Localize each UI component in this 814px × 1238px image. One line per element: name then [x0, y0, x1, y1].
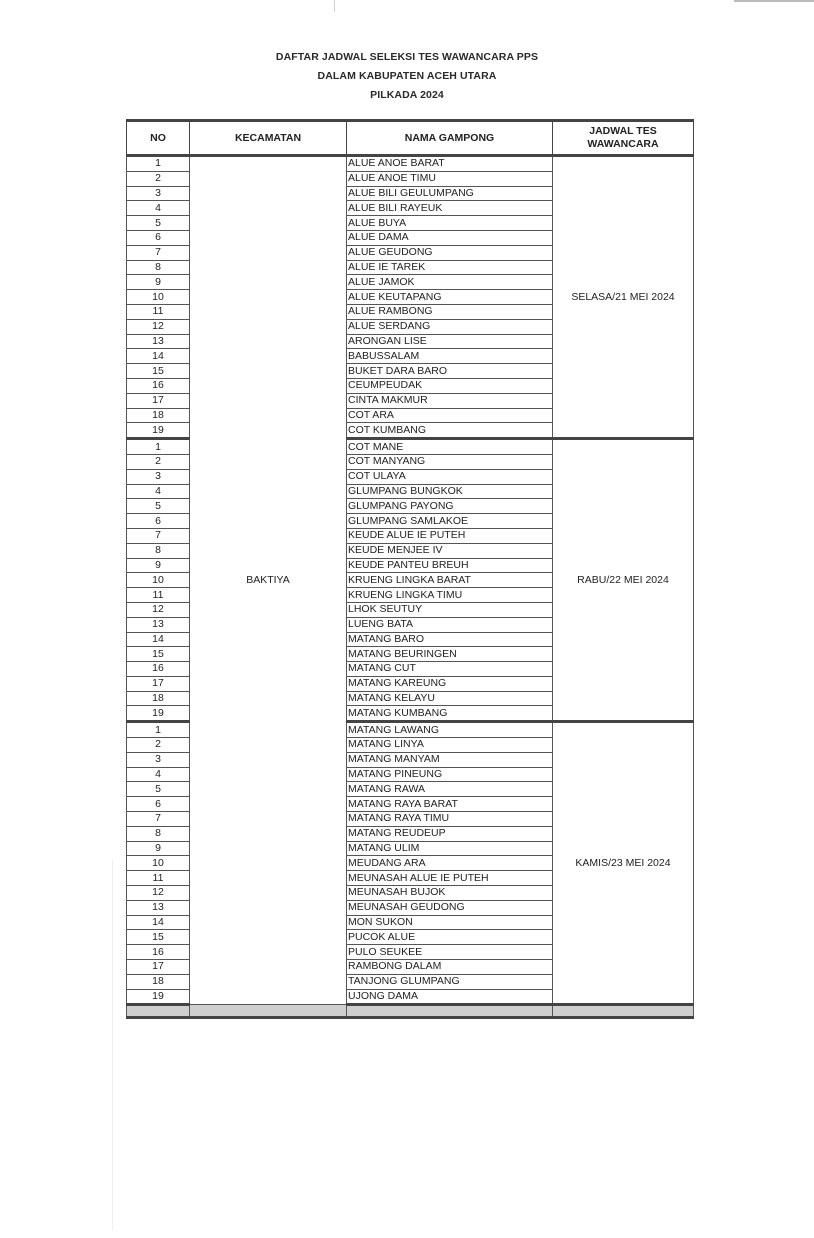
schedule-body [127, 156, 694, 1018]
gampong-name: MATANG RAWA [347, 782, 553, 797]
gampong-name: MATANG KELAYU [347, 691, 553, 706]
gampong-name: ARONGAN LISE [347, 334, 553, 349]
gampong-name: ALUE BILI GEULUMPANG [347, 186, 553, 201]
row-number: 14 [127, 632, 190, 647]
gampong-name: UJONG DAMA [347, 989, 553, 1005]
gampong-name: GLUMPANG SAMLAKOE [347, 514, 553, 529]
row-number: 19 [127, 989, 190, 1005]
row-number: 15 [127, 364, 190, 379]
row-number: 19 [127, 706, 190, 722]
row-number: 15 [127, 930, 190, 945]
row-number: 14 [127, 915, 190, 930]
gampong-name: BUKET DARA BARO [347, 364, 553, 379]
gampong-name: MATANG MANYAM [347, 752, 553, 767]
gampong-name: MATANG ULIM [347, 841, 553, 856]
title-line-1: DAFTAR JADWAL SELEKSI TES WAWANCARA PPS [275, 51, 539, 63]
gampong-name: MEUNASAH ALUE IE PUTEH [347, 871, 553, 886]
schedule-table [126, 119, 694, 1019]
row-number: 12 [127, 602, 190, 617]
row-number: 13 [127, 900, 190, 915]
row-number: 5 [127, 782, 190, 797]
header-nama-gampong: NAMA GAMPONG [347, 121, 553, 156]
gampong-name: MATANG BARO [347, 632, 553, 647]
row-number: 7 [127, 245, 190, 260]
gampong-name: KRUENG LINGKA BARAT [347, 573, 553, 588]
gampong-name: MATANG REUDEUP [347, 826, 553, 841]
row-number: 9 [127, 558, 190, 573]
table-header-row [127, 121, 694, 156]
row-number: 4 [127, 767, 190, 782]
row-number: 17 [127, 393, 190, 408]
gampong-name: MEUNASAH BUJOK [347, 886, 553, 901]
gampong-name: MATANG KUMBANG [347, 706, 553, 722]
row-number: 7 [127, 812, 190, 827]
gampong-name: MON SUKON [347, 915, 553, 930]
row-number: 12 [127, 319, 190, 334]
header-kecamatan: KECAMATAN [190, 121, 347, 156]
gampong-name: MATANG LAWANG [347, 722, 553, 738]
gampong-name: ALUE BILI RAYEUK [347, 201, 553, 216]
gampong-name: MATANG BEURINGEN [347, 647, 553, 662]
gampong-name: COT ULAYA [347, 469, 553, 484]
row-number: 10 [127, 856, 190, 871]
gampong-name: MATANG PINEUNG [347, 767, 553, 782]
row-number: 1 [127, 722, 190, 738]
title-line-2: DALAM KABUPATEN ACEH UTARA [317, 70, 497, 82]
row-number: 2 [127, 171, 190, 186]
row-number: 3 [127, 469, 190, 484]
row-number: 15 [127, 647, 190, 662]
gampong-name: ALUE SERDANG [347, 319, 553, 334]
row-number: 6 [127, 797, 190, 812]
footer-cell [190, 1005, 347, 1018]
jadwal-date: SELASA/21 MEI 2024 [553, 156, 694, 439]
gampong-name: MATANG KAREUNG [347, 676, 553, 691]
row-number: 10 [127, 573, 190, 588]
footer-cell [347, 1005, 553, 1018]
gampong-name: MATANG LINYA [347, 738, 553, 753]
kecamatan-cell: BAKTIYA [190, 156, 347, 1005]
row-number: 16 [127, 378, 190, 393]
gampong-name: ALUE JAMOK [347, 275, 553, 290]
gampong-name: KEUDE MENJEE IV [347, 543, 553, 558]
gampong-name: ALUE ANOE BARAT [347, 156, 553, 172]
row-number: 8 [127, 826, 190, 841]
row-number: 9 [127, 275, 190, 290]
row-number: 12 [127, 886, 190, 901]
row-number: 11 [127, 588, 190, 603]
row-number: 17 [127, 676, 190, 691]
row-number: 19 [127, 423, 190, 439]
header-no: NO [127, 121, 190, 156]
header-jadwal: JADWAL TES WAWANCARA [553, 121, 694, 156]
gampong-name: GLUMPANG BUNGKOK [347, 484, 553, 499]
row-number: 16 [127, 945, 190, 960]
row-number: 10 [127, 290, 190, 305]
gampong-name: GLUMPANG PAYONG [347, 499, 553, 514]
row-number: 2 [127, 454, 190, 469]
row-number: 9 [127, 841, 190, 856]
row-number: 6 [127, 514, 190, 529]
jadwal-date: RABU/22 MEI 2024 [553, 439, 694, 722]
footer-cell [127, 1005, 190, 1018]
gampong-name: ALUE KEUTAPANG [347, 290, 553, 305]
gampong-name: MATANG CUT [347, 662, 553, 677]
row-number: 8 [127, 543, 190, 558]
row-number: 13 [127, 334, 190, 349]
row-number: 7 [127, 528, 190, 543]
row-number: 1 [127, 156, 190, 172]
gampong-name: MEUDANG ARA [347, 856, 553, 871]
scan-mark [334, 0, 335, 12]
gampong-name: KEUDE ALUE IE PUTEH [347, 528, 553, 543]
row-number: 3 [127, 752, 190, 767]
gampong-name: MATANG RAYA TIMU [347, 812, 553, 827]
table-footer-row [127, 1005, 694, 1018]
gampong-name: ALUE RAMBONG [347, 304, 553, 319]
gampong-name: CINTA MAKMUR [347, 393, 553, 408]
gampong-name: MEUNASAH GEUDONG [347, 900, 553, 915]
gampong-name: ALUE ANOE TIMU [347, 171, 553, 186]
row-number: 8 [127, 260, 190, 275]
gampong-name: PULO SEUKEE [347, 945, 553, 960]
row-number: 18 [127, 691, 190, 706]
gampong-name: COT ARA [347, 408, 553, 423]
row-number: 6 [127, 230, 190, 245]
row-number: 11 [127, 304, 190, 319]
gampong-name: TANJONG GLUMPANG [347, 974, 553, 989]
scan-edge-top [734, 0, 814, 2]
gampong-name: COT MANYANG [347, 454, 553, 469]
gampong-name: LUENG BATA [347, 617, 553, 632]
gampong-name: CEUMPEUDAK [347, 378, 553, 393]
gampong-name: KRUENG LINGKA TIMU [347, 588, 553, 603]
gampong-name: PUCOK ALUE [347, 930, 553, 945]
row-number: 18 [127, 974, 190, 989]
gampong-name: ALUE BUYA [347, 216, 553, 231]
row-number: 16 [127, 662, 190, 677]
gampong-name: COT KUMBANG [347, 423, 553, 439]
row-number: 1 [127, 439, 190, 455]
gampong-name: ALUE IE TAREK [347, 260, 553, 275]
row-number: 4 [127, 484, 190, 499]
gampong-name: ALUE GEUDONG [347, 245, 553, 260]
row-number: 18 [127, 408, 190, 423]
scan-edge-left [112, 860, 113, 1230]
table-row [127, 156, 694, 172]
row-number: 2 [127, 738, 190, 753]
row-number: 14 [127, 349, 190, 364]
jadwal-date: KAMIS/23 MEI 2024 [553, 722, 694, 1005]
title-line-3: PILKADA 2024 [370, 89, 444, 101]
gampong-name: MATANG RAYA BARAT [347, 797, 553, 812]
row-number: 4 [127, 201, 190, 216]
row-number: 17 [127, 960, 190, 975]
row-number: 5 [127, 499, 190, 514]
gampong-name: COT MANE [347, 439, 553, 455]
gampong-name: KEUDE PANTEU BREUH [347, 558, 553, 573]
gampong-name: ALUE DAMA [347, 230, 553, 245]
row-number: 5 [127, 216, 190, 231]
row-number: 13 [127, 617, 190, 632]
footer-cell [553, 1005, 694, 1018]
gampong-name: RAMBONG DALAM [347, 960, 553, 975]
row-number: 3 [127, 186, 190, 201]
document-title-block [0, 48, 814, 105]
gampong-name: LHOK SEUTUY [347, 602, 553, 617]
gampong-name: BABUSSALAM [347, 349, 553, 364]
row-number: 11 [127, 871, 190, 886]
